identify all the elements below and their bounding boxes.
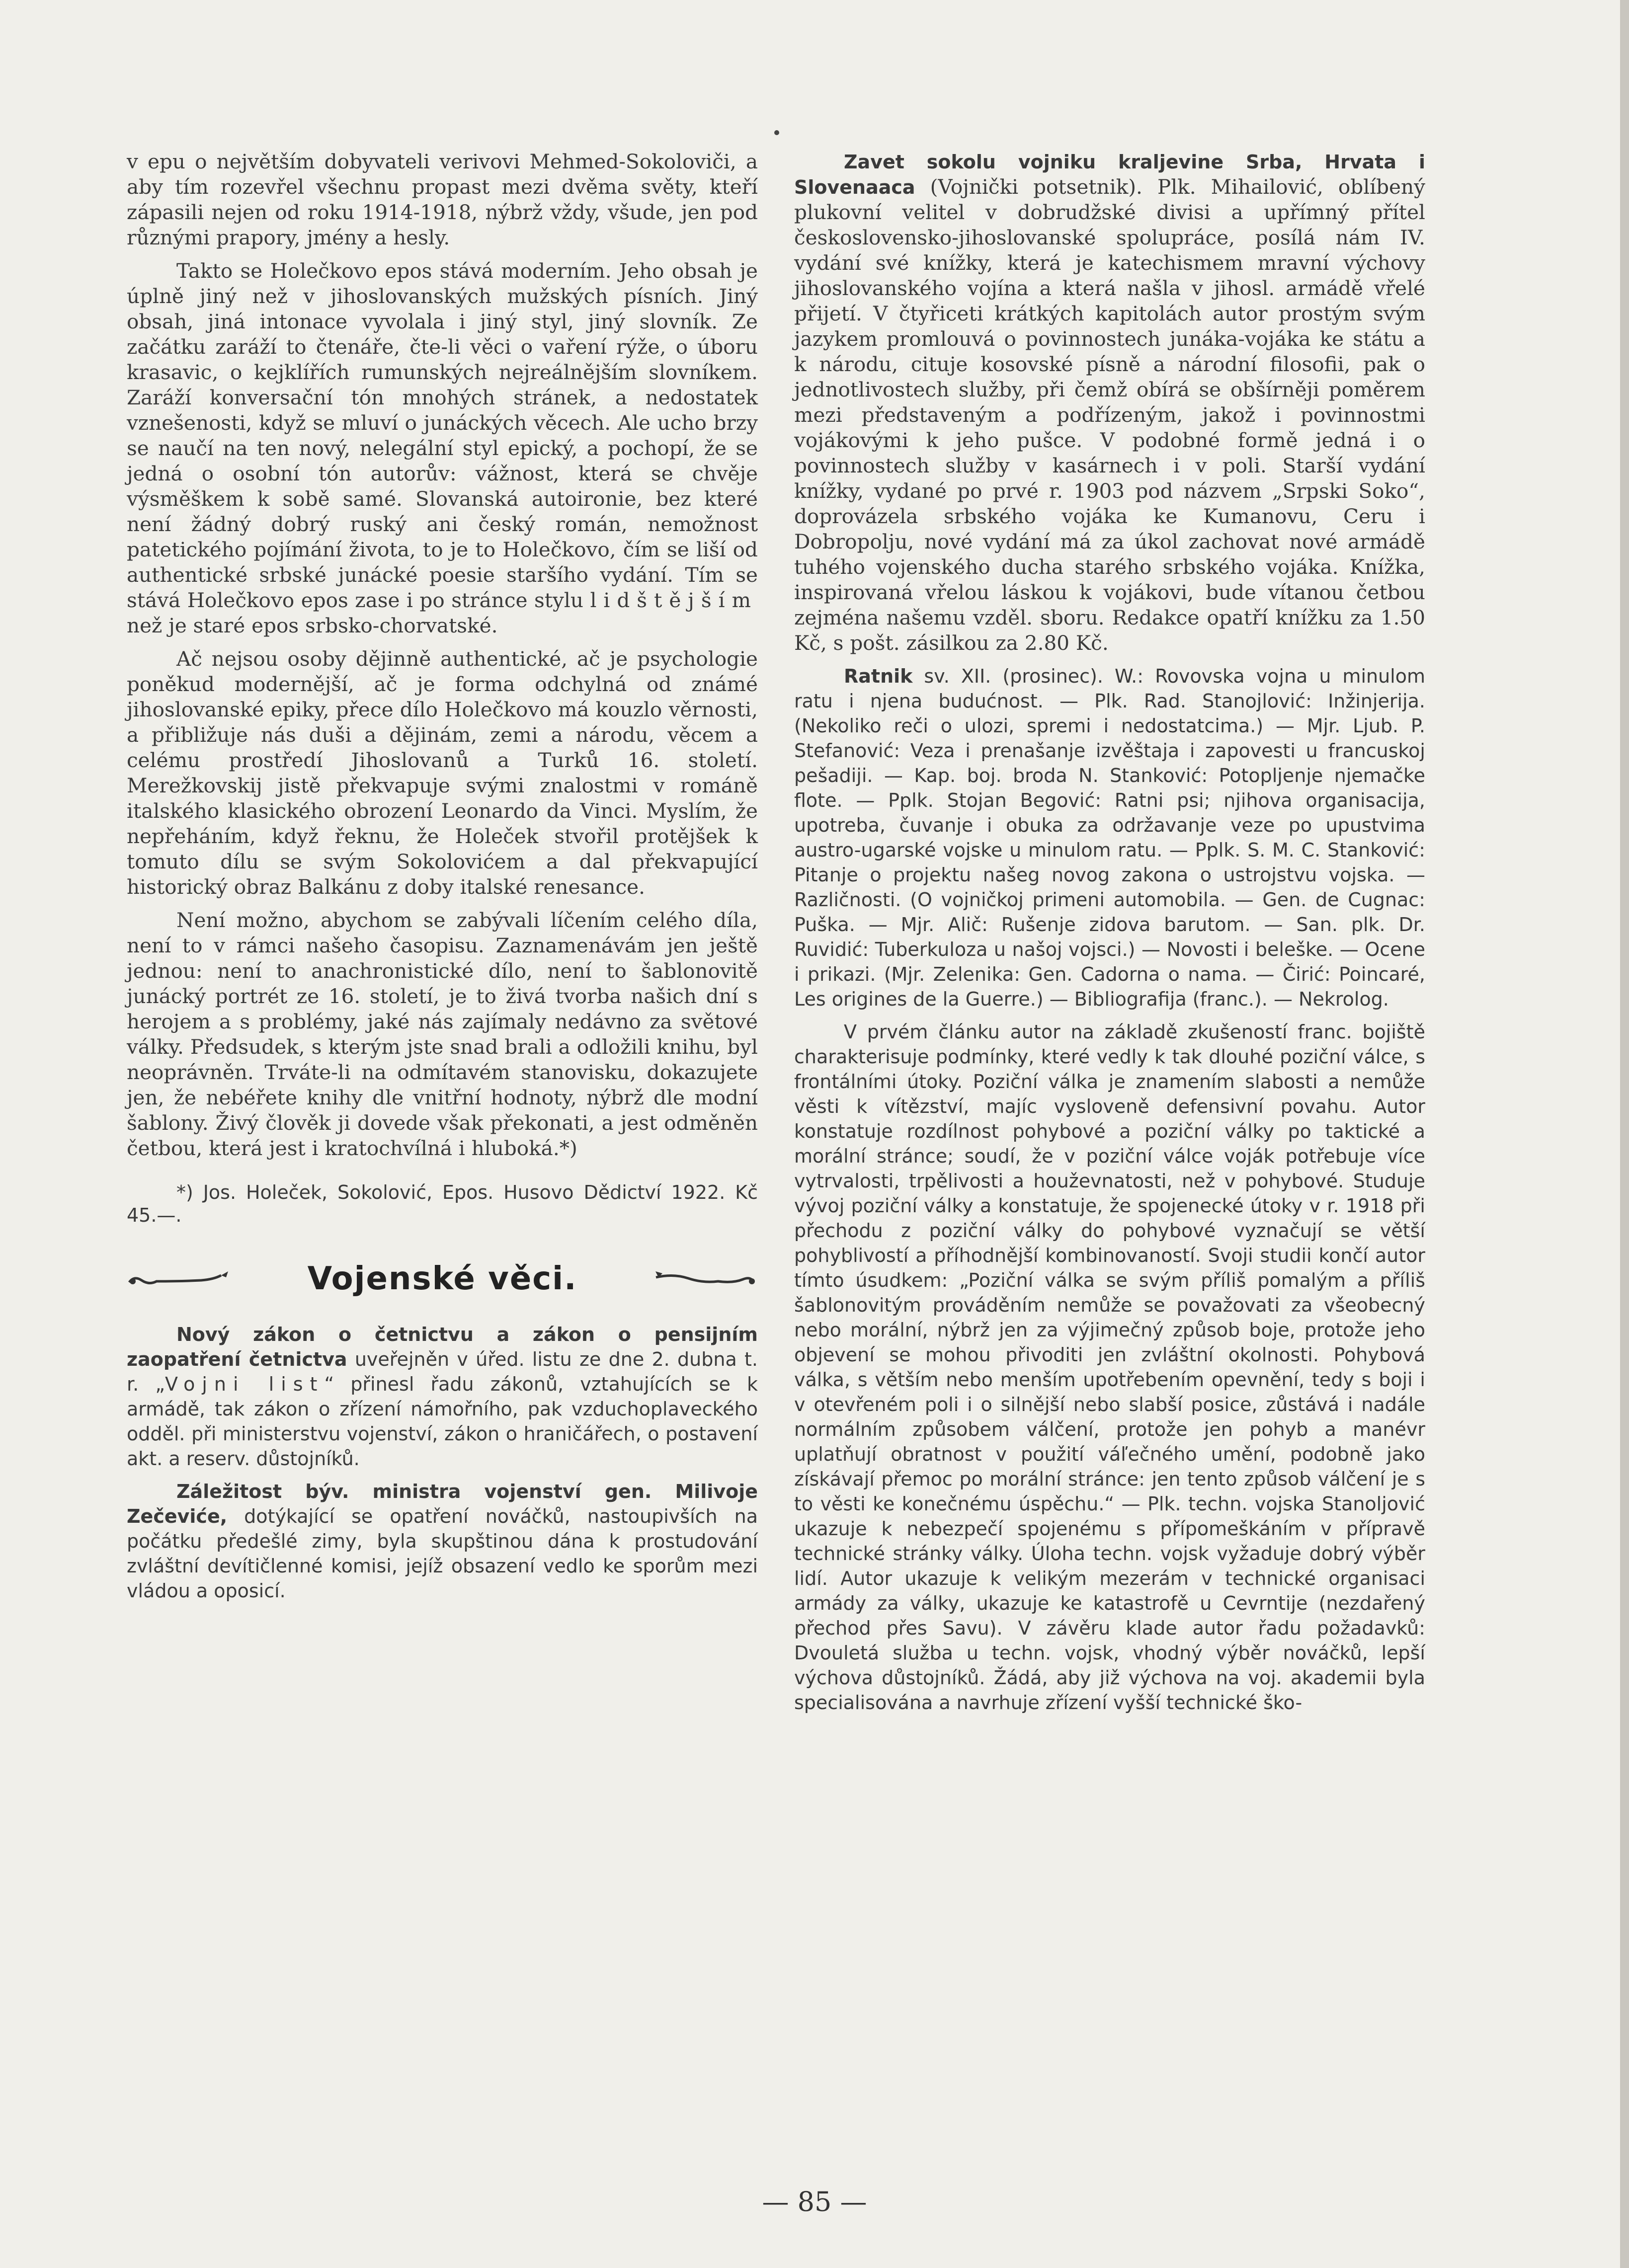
left-ornament-icon — [127, 1266, 231, 1291]
footnote: *) Jos. Holeček, Sokolović, Epos. Husovo Dědictví 1922. Kč 45.—. — [127, 1181, 758, 1226]
bold-heading: Zavet sokolu vojniku kraljevine Srba, Hrvata i Slovenaaca — [794, 151, 1425, 198]
text-run: uveřejněn v úřed. listu ze dne 2. dubna t. r. „ — [127, 1348, 758, 1395]
text-run: Takto se Holečkovo epos stává moderním. Jeho obsah je úplně jiný než v jihoslovanských mužských písních. Jiný obsah, jiná intonace vyvolala i jiný styl, jiný slovník. Ze začátku zaráží to čtenáře, čte-li věci o vaření rýže, o úboru krasavic, o kejklířích rumunských nejreálnějším slovníkem. Zaráží konversační tón mnohých stránek, a nedostatek vznešenosti, když se mluví o junáckých věcech. Ale ucho brzy se naučí na ten nový, nelegální styl epický, a pochopí, že se jedná o osobní tón autorův: vážnost, která se chvěje výsměškem k sobě samé. Slovanská autoironie, bez které není žádný dobrý ruský ani český román, nemožnost patetického pojímání života, to je to Holečkovo, čím se liší od authentické srbské junácké poesie staršího vydání. Tím se stává Holečkovo epos zase i po stránce stylu — [127, 259, 758, 612]
paragraph — [794, 149, 1425, 656]
bold-heading: Záležitost býv. ministra vojenství gen. Milivoje Zečeviće, — [127, 1481, 758, 1527]
text-run: sv. XII. (prosinec). W.: — [912, 665, 1144, 687]
text-run: než je staré epos srbsko-chorvatské. — [127, 614, 498, 637]
left-column — [127, 149, 758, 1611]
paragraph — [127, 1479, 758, 1603]
page-number: — 85 — — [762, 2186, 867, 2217]
bold-heading: Nový zákon o četnictvu a zákon o pensijním zaopatření četnictva — [127, 1324, 758, 1370]
paragraph — [794, 664, 1425, 1012]
paragraph: v epu o největším dobyvateli verivovi Mehmed-Sokoloviči, a aby tím rozevřel všechnu propast mezi dvěma světy, kteří zápasili nejen od roku 1914-1918, nýbrž vždy, všude, jen pod různými prapory, jmény a hesly. — [127, 150, 758, 249]
text-run: Rovovska vojna u minulom ratu i njena budućnost. — Plk. Rad. Stanojlović: Inžinjerija. (Nekoliko reči o ulozi, spremi i nedostatcima.) — Mjr. Ljub. P. Stefanović: Veza i prenašanje izvěštaja i zapovesti u francuskoj pešadiji. — Kap. boj. broda N. Stanković: Potopljenje njemačke flote. — Pplk. Stojan Begović: Ratni psi; njihova organisacija, upotreba, čuvanje i obuka za održavanje veze po upustvima austro-ugarské vojske u minulom ratu. — Pplk. S. M. C. Stanković: Pitanje o projektu našeg novog zakona o ustrojstvu vojska. — Različnosti. (O vojničkoj primeni automobila. — Gen. de Cugnac: Puška. — Mjr. Alič: Rušenje zidova barutom. — San. plk. Dr. Ruvidić: Tuberkuloza u našoj vojsci.) — Novosti i beleške. — Ocene i prikazi. (Mjr. Zelenika: Gen. Cadorna o nama. — Čirić: Poincaré, Les origines de la Guerre.) — Bibliografija (franc.). — Nekrolog. — [794, 665, 1425, 1010]
paragraph: V prvém článku autor na základě zkušeností franc. bojiště charakterisuje podmínky, které vedly k tak dlouhé poziční válce, s frontálními útoky. Poziční válka je znamením slabosti a nemůže věsti k vítězství, majíc vysloveně defensivní povahu. Autor konstatuje rozdílnost pohybové a poziční války po taktické a morální stránce; soudí, že v poziční válce voják potřebuje více vytrvalosti, trpělivosti a houževnatosti, než v pohybové. Studuje vývoj poziční války a konstatuje, že spojenecké útoky v r. 1918 při přechodu z poziční války do pohybové vyznačují se větší pohyblivostí a příhodnější kombinovaností. Svoji studii končí autor tímto úsudkem: „Poziční válka se svým příliš pomalým a příliš šablonovitým prováděním nemůže se považovati za všeobecný nebo morální, nýbrž jen za výjimečný způsob boje, protože jeho objevení se mohou přivoditi jen zvláštní okolnosti. Pohybová válka, s větším nebo menším upotřebením opevnění, tedy s boji i v otevřeném poli i o silnější nebo slabší posice, zůstává i nadále normálním způsobem válčení, protože jen pohyb a manévr uplatňují obratnost v použití váľečného umění, podobně jako získávají přemoc po morální stránce: jen tento způsob válčení je s to věsti ke konečnému úspěchu.“ — Plk. techn. vojska Stanoljović ukazuje k nebezpečí spojenému s přípomeškáním v přípravě technické stránky války. Úloha techn. vojsk vyžaduje dobrý výběr lidí. Autor ukazuje k velikým mezerám v technické organisaci armády za války, ukazuje ke katastrofě u Cevrntije (nezdařený přechod přes Savu). V závěru klade autor řadu požadavků: Dvouletá služba u techn. vojsk, vhodný výběr nováčků, lepší výchova důstojníků. Žádá, aby již výchova na voj. akademii byla specialisována a navrhuje zřízení vyšší technické ško- — [794, 1021, 1425, 1714]
bold-heading: Ratnik — [844, 665, 913, 687]
paragraph — [127, 258, 758, 638]
right-ornament-icon — [653, 1266, 758, 1291]
text-run: “ přinesl řadu zákonů, vztahujících se k armádě, tak zákon o zřízení námořního, pak vzduchoplaveckého odděl. při ministerstvu vojenství, zákon o hraničářech, o postavení akt. a reserv. důstojníků. — [127, 1373, 758, 1470]
right-column — [794, 149, 1425, 1723]
paragraph: Ač nejsou osoby dějinně authentické, ač je psychologie poněkud modernější, ač je forma odchylná od známé jihoslovanské epiky, přece dílo Holečkovo má kouzlo věrnosti, a přibližuje nás duši a dějinám, zemi a národu, věcem a celému prostředí Jihoslovanů a Turků 16. století. Merežkovskij jistě překvapuje svými znalostmi v románě italského klasického obrození Leonardo da Vinci. Myslím, že nepřeháním, když řeknu, že Holeček stvořil protějšek k tomuto dílu se svým Sokolovićem a dal překvapující historický obraz Balkánu z doby italské renesance. — [127, 647, 758, 899]
spaced-text: lidštějším — [590, 588, 758, 612]
paragraph: Není možno, abychom se zabývali líčením celého díla, není to v rámci našeho časopisu. Zaznamenávám jen ještě jednou: není to anachronistické dílo, není to šablonovitě junácký portrét ze 16. století, je to živá tvorba našich dní s herojem a s problémy, jaké nás zajímaly nedávno za světové války. Předsudek, s kterým jste snad brali a odložili knihu, byl neoprávněn. Trváte-li na odmítavém stanovisku, dokazujete jen, že nebéřete knihy dle vnitřní hodnoty, nýbrž dle modní šablony. Živý člověk ji dovede však překonati, a jest odměněn četbou, která jest i kratochvílná i hluboká.*) — [127, 908, 758, 1160]
section-header — [127, 1256, 758, 1301]
text-run: (Vojnički potsetnik). Plk. Mihailović, oblíbený plukovní velitel v dobrudžské divisi a upřímný přítel československo-jihoslovanské spolupráce, posílá nám IV. vydání své knížky, která je katechismem mravní výchovy jihoslovanského vojína a která našla v jihosl. armádě vřelé přijetí. V čtyřiceti krátkých kapitolách autor prostým svým jazykem promlouvá o povinnostech junáka-vojáka ke státu a k národu, cituje kosovské písně a národní filosofii, pak o jednotlivostech služby, při čemž obírá se obšírněji poměrem mezi představeným a podřízeným, jakož i povinnostmi vojákovými k jeho pušce. V podobné formě jedná i o povinnostech služby v kasárnech i v poli. Starší vydání knížky, vydané po prvé r. 1903 pod názvem „Srpski Soko“, doprovázela srbského vojáka ke Kumanovu, Ceru i Dobropolju, nové vydání má za úkol zachovat nové armádě tuhého vojenského ducha starého srbského vojáka. Knížka, inspirovaná vřelou láskou k vojákovi, bude vítanou četbou zejména našemu vzděl. sboru. Redakce opatří knížku za 1.50 Kč, s pošt. zásilkou za 2.80 Kč. — [794, 175, 1425, 655]
paragraph — [127, 1322, 758, 1471]
spaced-text: Vojni list — [165, 1373, 325, 1395]
print-dot — [774, 130, 779, 135]
text-run: dotýkající se opatření nováčků, nastoupivších na počátku předešlé zimy, byla skupštinou dána k prostudování zvláštní devítičlenné komisi, jejíž obsazení vedlo ke sporům mezi vládou a oposicí. — [127, 1505, 758, 1602]
page-edge — [1620, 0, 1629, 2268]
section-title: Vojenské věci. — [307, 1260, 577, 1297]
